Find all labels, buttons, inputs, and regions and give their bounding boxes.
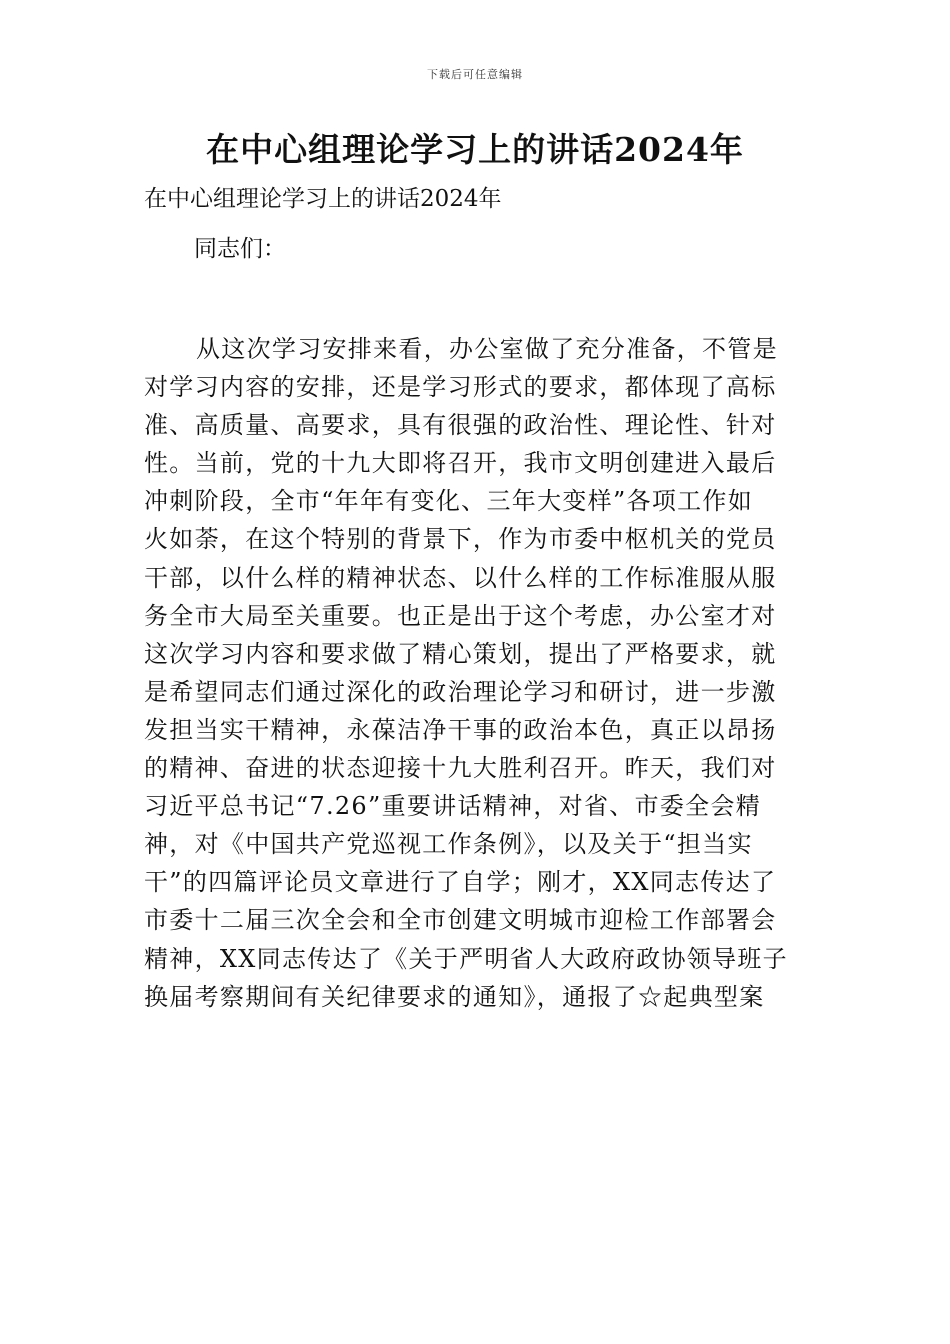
- paragraph-line: 这次学习内容和要求做了精心策划，提出了严格要求，就: [144, 639, 777, 668]
- paragraph-line: 干”的四篇评论员文章进行了自学；刚才，XX同志传达了: [144, 868, 777, 897]
- paragraph-line: 神，对《中国共产党巡视工作条例》，以及关于“担当实: [144, 830, 753, 859]
- body-paragraph: [144, 330, 808, 1016]
- paragraph-line: 性。当前，党的十九大即将召开，我市文明创建进入最后: [144, 449, 777, 478]
- header-note: 下载后可任意编辑: [427, 68, 523, 81]
- paragraph-line: 火如荼，在这个特别的背景下，作为市委中枢机关的党员: [144, 525, 777, 554]
- paragraph-line: 务全市大局至关重要。也正是出于这个考虑，办公室才对: [144, 601, 777, 630]
- paragraph-line: 的精神、奋进的状态迎接十九大胜利召开。昨天，我们对: [144, 754, 777, 783]
- salutation: 同志们：: [194, 236, 286, 262]
- paragraph-line: 冲刺阶段，全市“年年有变化、三年大变样”各项工作如: [144, 487, 754, 516]
- paragraph-line: 精神，XX同志传达了《关于严明省人大政府政协领导班子: [144, 944, 788, 973]
- paragraph-line: 是希望同志们通过深化的政治理论学习和研讨，进一步激: [144, 677, 777, 706]
- paragraph-line: 准、高质量、高要求，具有很强的政治性、理论性、针对: [144, 411, 777, 440]
- paragraph-line: 对学习内容的安排，还是学习形式的要求，都体现了高标: [144, 373, 777, 402]
- paragraph-line: 干部，以什么样的精神状态、以什么样的工作标准服从服: [144, 563, 777, 592]
- document-title: 在中心组理论学习上的讲话2024年: [206, 130, 744, 169]
- document-subtitle: 在中心组理论学习上的讲话2024年: [144, 186, 502, 212]
- paragraph-line: 市委十二届三次全会和全市创建文明城市迎检工作部署会: [144, 906, 777, 935]
- paragraph-line: 发担当实干精神，永葆洁净干事的政治本色，真正以昂扬: [144, 715, 777, 744]
- paragraph-line: 换届考察期间有关纪律要求的通知》，通报了☆起典型案: [144, 982, 765, 1011]
- paragraph-line: 从这次学习安排来看，办公室做了充分准备，不管是: [196, 335, 778, 363]
- paragraph-line: 习近平总书记“7.26”重要讲话精神，对省、市委全会精: [144, 792, 762, 821]
